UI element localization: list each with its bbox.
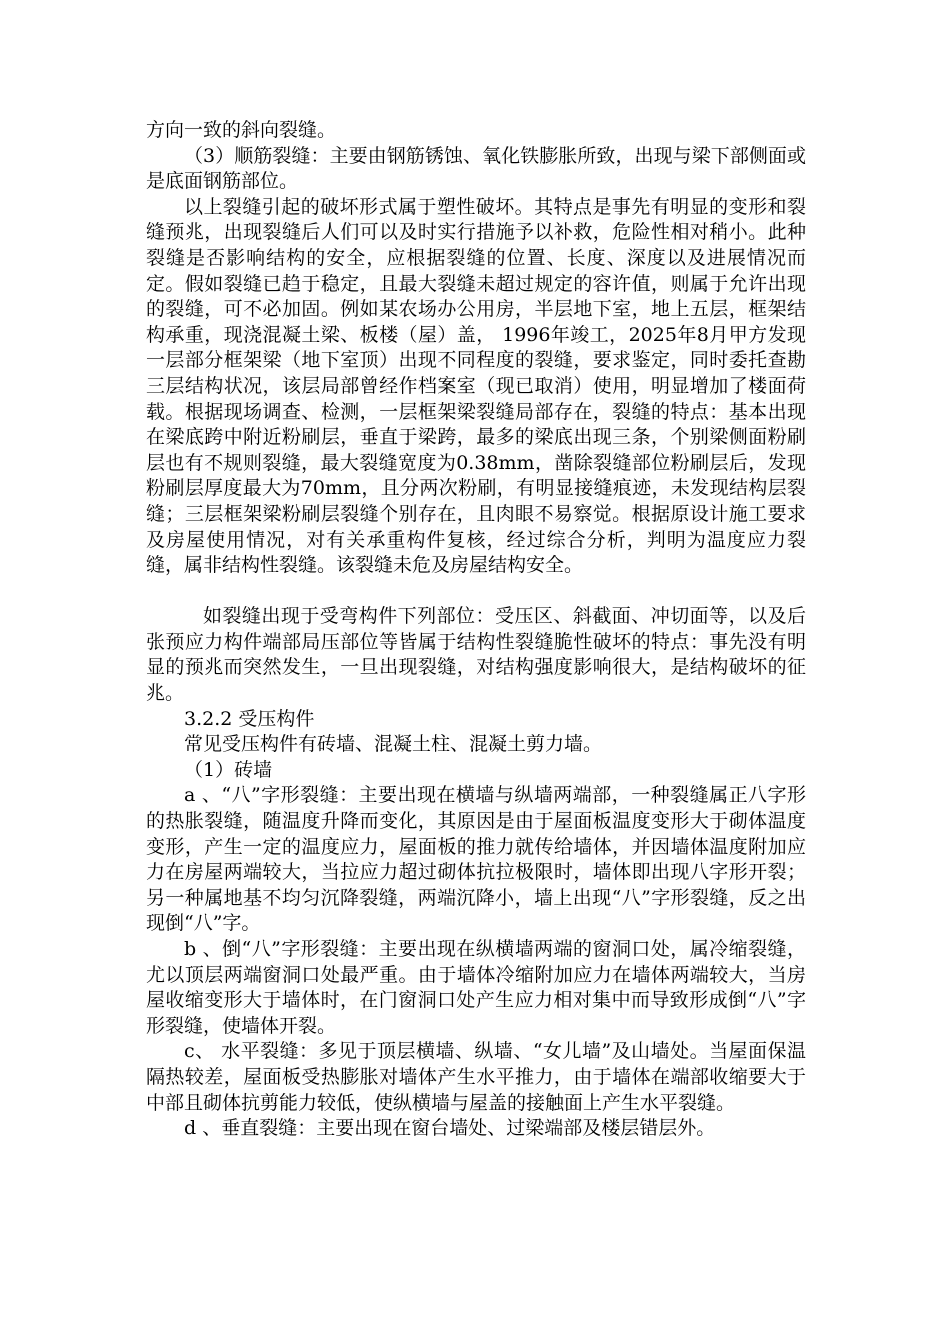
paragraph-gap bbox=[146, 579, 806, 605]
document-page bbox=[146, 118, 806, 1142]
paragraph-compression-members-list: 常见受压构件有砖墙、混凝土柱、混凝土剪力墙。 bbox=[184, 733, 603, 756]
paragraph-diagonal-crack-end: 方向一致的斜向裂缝。 bbox=[146, 119, 337, 141]
paragraph-plastic-failure-example: 以上裂缝引起的破坏形式属于塑性破坏。其特点是事先有明显的变形和裂缝预兆，出现裂缝后人们可以及时实行措施予以补救，危险性相对稍小。此种裂缝是否影响结构的安全，应根据裂缝的位置、长度、深度以及进展情况而定。假如裂缝已趋于稳定，且最大裂缝未超过规定的容许值，则属于允许出现的裂缝，可不必加固。例如某农场办公用房，半层地下室，地上五层，框架结构承重，现浇混凝土梁、板楼（屋）盖， 1996年竣工，2025年8月甲方发现一层部分框架梁（地下室顶）出现不同程度的裂缝，要求鉴定，同时委托查勘三层结构状况，该层局部曾经作档案室（现已取消）使用，明显增加了楼面荷载。根据现场调查、检测，一层框架梁裂缝局部存在，裂缝的特点：基本出现在梁底跨中附近粉刷层，垂直于梁跨，最多的梁底出现三条，个别梁侧面粉刷层也有不规则裂缝，最大裂缝宽度为0.38mm，凿除裂缝部位粉刷层后，发现粉刷层厚度最大为70mm，且分两次粉刷，有明显接缝痕迹，未发现结构层裂缝；三层框架梁粉刷层裂缝个别存在，且肉眼不易察觉。根据原设计施工要求及房屋使用情况，对有关承重构件复核，经过综合分析，判明为温度应力裂缝，属非结构性裂缝。该裂缝未危及房屋结构安全。 bbox=[146, 195, 806, 577]
subheading-brick-wall: （1）砖墙 bbox=[184, 758, 273, 781]
section-heading-compression-members: 3.2.2 受压构件 bbox=[184, 707, 315, 730]
paragraph-horizontal-crack: c、 水平裂缝：多见于顶层横墙、纵墙、“女儿墙”及山墙处。当屋面保温隔热较差，屋面板受热膨胀对墙体产生水平推力，由于墙体在端部收缩要大于中部且砌体抗剪能力较低，使纵横墙与屋盖的接触面上产生水平裂缝。 bbox=[146, 1040, 806, 1114]
paragraph-rebar-crack: （3）顺筋裂缝：主要由钢筋锈蚀、氧化铁膨胀所致，出现与梁下部侧面或是底面钢筋部位。 bbox=[146, 144, 806, 193]
paragraph-eight-shaped-crack: a 、“八”字形裂缝：主要出现在横墙与纵墙两端部，一种裂缝属正八字形的热胀裂缝，随温度升降而变化，其原因是由于屋面板温度变形大于砌体温度变形，产生一定的温度应力，屋面板的推力就传给墙体，并因墙体温度附加应力在房屋两端较大，当拉应力超过砌体抗拉极限时，墙体即出现八字形开裂；另一种属地基不均匀沉降裂缝，两端沉降小，墙上出现“八”字形裂缝，反之出现倒“八”字。 bbox=[146, 784, 806, 935]
paragraph-vertical-crack: d 、垂直裂缝：主要出现在窗台墙处、过梁端部及楼层错层外。 bbox=[184, 1117, 716, 1140]
paragraph-brittle-failure: 如裂缝出现于受弯构件下列部位：受压区、斜截面、冲切面等，以及后张预应力构件端部局压部位等皆属于结构性裂缝脆性破坏的特点：事先没有明显的预兆而突然发生，一旦出现裂缝，对结构强度影响很大，是结构破坏的征兆。 bbox=[146, 605, 806, 705]
paragraph-inverted-eight-crack: b 、倒“八”字形裂缝：主要出现在纵横墙两端的窗洞口处，属冷缩裂缝，尤以顶层两端窗洞口处最严重。由于墙体冷缩附加应力在墙体两端较大，当房屋收缩变形大于墙体时，在门窗洞口处产生应力相对集中而导致形成倒“八”字形裂缝，使墙体开裂。 bbox=[146, 938, 806, 1037]
